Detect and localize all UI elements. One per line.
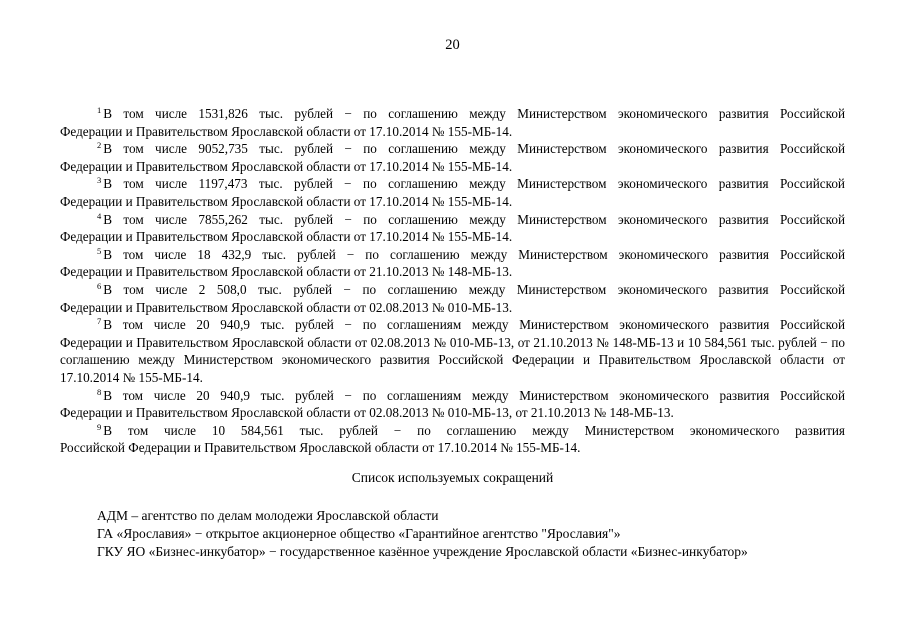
page-number: 20	[445, 37, 460, 53]
footnote	[60, 316, 845, 386]
footnote-text-continuation: Федерации и Правительством Ярославской области от 02.08.2013 № 010-МБ-13, от 21.10.2013 № 148-МБ-13 и 10 584,561 тыс. рублей − по соглашению между Министерством экономического развития Российской Федерации и Правительством Ярославской области от 17.10.2014 № 155-МБ-14.	[60, 334, 845, 385]
footnote-number: 2	[97, 140, 102, 151]
footnote	[60, 387, 845, 422]
footnote	[60, 211, 845, 246]
footnote-text-first-line: В том числе 20 940,9 тыс. рублей − по соглашениям между Министерством экономического развития Российской	[103, 387, 845, 403]
footnote-number: 3	[97, 175, 102, 186]
footnote-text-continuation: Федерации и Правительством Ярославской области от 02.08.2013 № 010-МБ-13, от 21.10.2013 № 148-МБ-13.	[60, 405, 674, 421]
footnote-number: 7	[97, 316, 102, 327]
footnote-text-first-line: В том числе 20 940,9 тыс. рублей − по соглашениям между Министерством экономического развития Российской	[103, 317, 845, 333]
footnote-text-continuation: Федерации и Правительством Ярославской области от 17.10.2014 № 155-МБ-14.	[60, 158, 513, 174]
abbreviation-item: ГА «Ярославия» − открытое акционерное общество «Гарантийное агентство "Ярославия"»	[97, 526, 621, 541]
footnote-text-continuation: Федерации и Правительством Ярославской области от 17.10.2014 № 155-МБ-14.	[60, 229, 513, 245]
footnote	[60, 140, 845, 175]
footnote-text-continuation: Федерации и Правительством Ярославской области от 17.10.2014 № 155-МБ-14.	[60, 123, 513, 139]
footnote-number: 5	[97, 245, 102, 256]
footnote	[60, 422, 845, 457]
footnote-text-continuation: Российской Федерации и Правительством Ярославской области от 17.10.2014 № 155-МБ-14.	[60, 440, 581, 456]
footnote-text-first-line: В том числе 1531,826 тыс. рублей − по соглашению между Министерством экономического развития Российской	[103, 106, 845, 121]
footnote-text-first-line: В том числе 1197,473 тыс. рублей − по соглашению между Министерством экономического развития Российской	[103, 176, 845, 192]
abbreviations-list	[97, 507, 857, 561]
footnote-number: 8	[97, 386, 102, 397]
footnote	[60, 281, 845, 316]
abbreviations-title: Список используемых сокращений	[351, 470, 554, 485]
footnote	[60, 105, 845, 140]
footnote-text-first-line: В том числе 2 508,0 тыс. рублей − по соглашению между Министерством экономического развития Российской	[103, 281, 845, 297]
footnote-number: 9	[97, 421, 102, 432]
footnote-text-first-line: В том числе 18 432,9 тыс. рублей − по соглашению между Министерством экономического развития Российской	[103, 246, 845, 262]
footnote-text-continuation: Федерации и Правительством Ярославской области от 02.08.2013 № 010-МБ-13.	[60, 299, 513, 315]
footnote	[60, 246, 845, 281]
footnote-number: 4	[97, 210, 102, 221]
abbreviation-item: АДМ – агентство по делам молодежи Ярославской области	[97, 508, 439, 523]
footnote-text-continuation: Федерации и Правительством Ярославской области от 17.10.2014 № 155-МБ-14.	[60, 193, 513, 209]
footnote-text-continuation: Федерации и Правительством Ярославской области от 21.10.2013 № 148-МБ-13.	[60, 264, 513, 280]
footnote-text-first-line: В том числе 9052,735 тыс. рублей − по соглашению между Министерством экономического развития Российской	[103, 141, 845, 157]
footnote-text-first-line: В том числе 10 584,561 тыс. рублей − по соглашению между Министерством экономического развития	[103, 422, 845, 438]
footnote-number: 6	[97, 280, 102, 291]
abbreviation-item: ГКУ ЯО «Бизнес-инкубатор» − государственное казённое учреждение Ярославской области «Бизнес-инкубатор»	[97, 544, 748, 559]
footnote-number: 1	[97, 105, 102, 115]
footnote	[60, 175, 845, 210]
footnote-text-first-line: В том числе 7855,262 тыс. рублей − по соглашению между Министерством экономического развития Российской	[103, 211, 845, 227]
footnotes-block	[60, 105, 845, 457]
